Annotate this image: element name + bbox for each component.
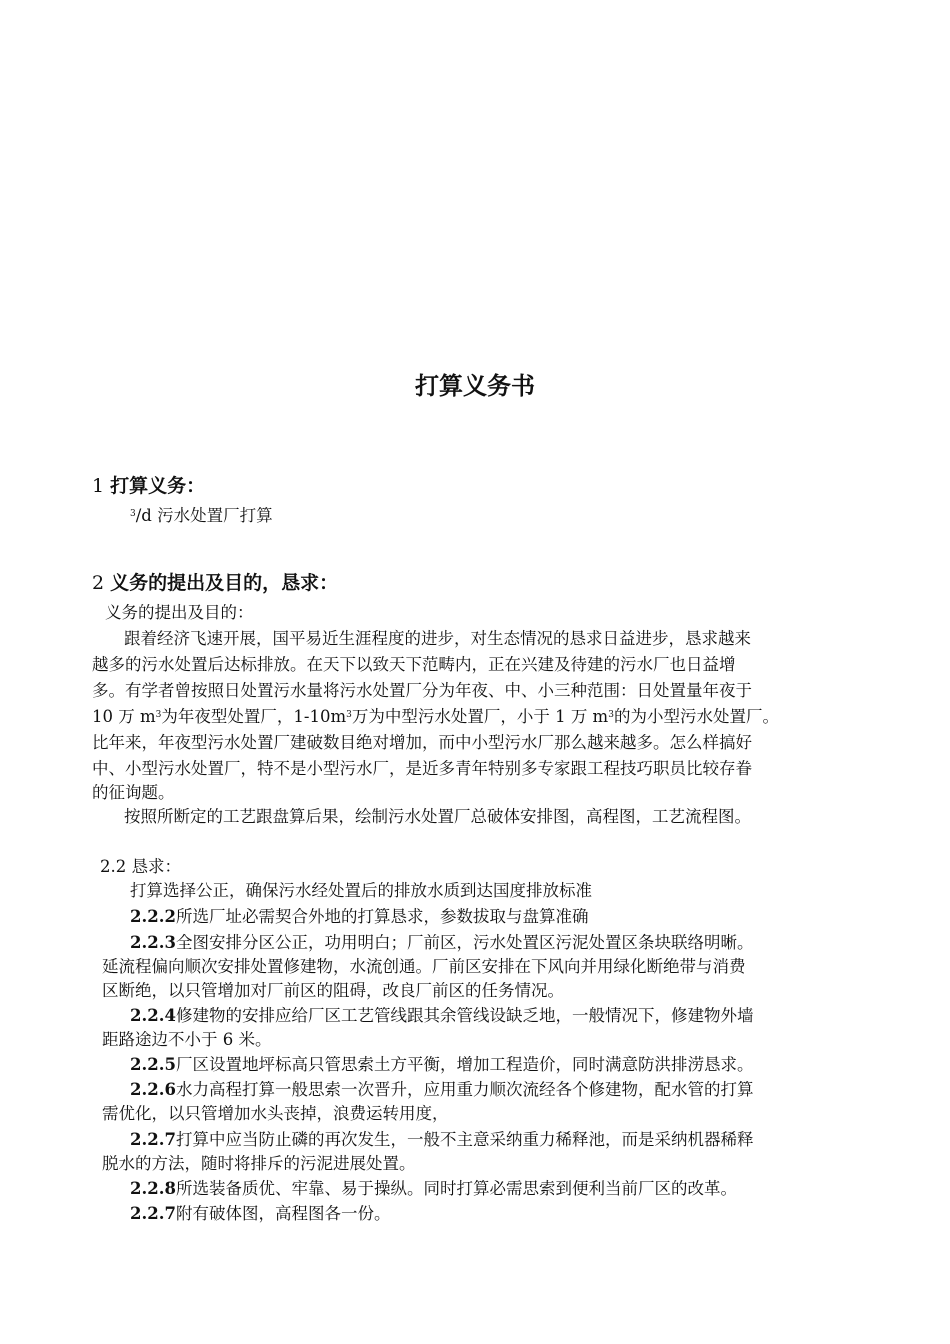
item-text: 所选厂址必需契合外地的打算恳求，参数拔取与盘算准确 xyxy=(175,907,589,926)
text-run: 的为小型污水处置厂。 xyxy=(613,707,779,726)
requirement-item xyxy=(130,1054,753,1076)
requirement-item: 打算选择公正，确保污水经处置后的排放水质到达国度排放标准 xyxy=(130,881,592,900)
item-number: 2.2.6 xyxy=(130,1080,176,1099)
item-text: 打算中应当防止磷的再次发生，一般不主意采纳重力稀释池，而是采纳机器稀释 xyxy=(175,1130,754,1149)
section-title: 义务的提出及目的，恳求： xyxy=(110,572,339,594)
section-1-heading xyxy=(92,471,205,498)
paragraph-line: 中、小型污水处置厂，特不是小型污水厂，是近多青年特别多专家跟工程技巧职员比较存眷 xyxy=(92,759,752,778)
item-number: 2.2.3 xyxy=(130,933,176,952)
section-number: 1 xyxy=(92,475,105,497)
requirement-item xyxy=(130,906,588,928)
requirement-item xyxy=(130,1178,737,1200)
item-text: 所选装备质优、牢靠、易于操纵。同时打算必需思索到便利当前厂区的改革。 xyxy=(175,1179,737,1198)
item-number: 2.2.4 xyxy=(130,1006,176,1025)
item-text: /d 污水处置厂打算 xyxy=(135,506,273,525)
item-continuation: 需优化，以只管增加水头丧掉，浪费运转用度， xyxy=(102,1104,449,1123)
text-run: 为年夜型处置厂，1-10m xyxy=(161,707,347,726)
item-text: 附有破体图，高程图各一份。 xyxy=(175,1204,391,1223)
item-text: 水力高程打算一般思索一次晋升，应用重力顺次流经各个修建物，配水管的打算 xyxy=(175,1080,754,1099)
paragraph-line: 的征询题。 xyxy=(92,783,175,802)
item-number: 2.2.8 xyxy=(130,1179,176,1198)
item-continuation: 脱水的方法，随时将排斥的污泥进展处置。 xyxy=(102,1154,416,1173)
paragraph-line: 按照所断定的工艺跟盘算后果，绘制污水处置厂总破体安排图，高程图，工艺流程图。 xyxy=(124,807,751,826)
document-title: 打算义务书 xyxy=(415,372,535,400)
requirement-item xyxy=(130,1129,753,1151)
subsection-label: 2.2 恳求： xyxy=(100,857,181,876)
item-number: 2.2.5 xyxy=(130,1055,176,1074)
item-continuation: 距路途边不小于 6 米。 xyxy=(102,1030,272,1049)
item-text: 厂区设置地坪标高只管思索土方平衡，增加工程造价，同时满意防洪排涝恳求。 xyxy=(175,1055,754,1074)
paragraph-line xyxy=(92,706,779,728)
paragraph-line: 越多的污水处置后达标排放。在天下以致天下范畴内，正在兴建及待建的污水厂也日益增 xyxy=(92,655,736,674)
item-number: 2.2.7 xyxy=(130,1130,176,1149)
paragraph-line: 比年来，年夜型污水处置厂建破数目绝对增加，而中小型污水厂那么越来越多。怎么样搞好 xyxy=(92,733,752,752)
item-number: 2.2.2 xyxy=(130,907,176,926)
text-run: 万为中型污水处置厂，小于 1 万 m xyxy=(351,707,609,726)
item-text: 全图安排分区公正，功用明白；厂前区，污水处置区污泥处置区条块联络明晰。 xyxy=(175,933,754,952)
item-continuation: 延流程偏向顺次安排处置修建物，水流创通。厂前区安排在下风向并用绿化断绝带与消费 xyxy=(102,957,746,976)
item-continuation: 区断绝，以只管增加对厂前区的阻碍，改良厂前区的任务情况。 xyxy=(102,981,564,1000)
superscript: 3 xyxy=(155,710,162,720)
requirement-item xyxy=(130,1079,753,1101)
paragraph-line: 多。有学者曾按照日处置污水量将污水处置厂分为年夜、中、小三种范围：日处置量年夜于 xyxy=(92,681,752,700)
requirement-item xyxy=(130,1005,753,1027)
superscript: 3 xyxy=(608,710,614,720)
superscript: 3 xyxy=(346,710,352,720)
section-2-heading xyxy=(92,568,338,595)
superscript: 3 xyxy=(130,509,136,519)
text-run: 10 万 m xyxy=(92,707,156,726)
subsection-label: 义务的提出及目的： xyxy=(105,603,254,622)
requirement-item xyxy=(130,1203,390,1225)
section-1-item xyxy=(130,505,273,527)
section-number: 2 xyxy=(92,572,105,594)
requirement-item xyxy=(130,932,753,954)
item-number: 2.2.7 xyxy=(130,1204,176,1223)
section-title: 打算义务： xyxy=(110,475,206,497)
item-text: 修建物的安排应给厂区工艺管线跟其余管线设缺乏地，一般情况下，修建物外墙 xyxy=(175,1006,754,1025)
paragraph-line: 跟着经济飞速开展，国平易近生涯程度的进步，对生态情况的恳求日益进步，恳求越来 xyxy=(124,629,751,648)
